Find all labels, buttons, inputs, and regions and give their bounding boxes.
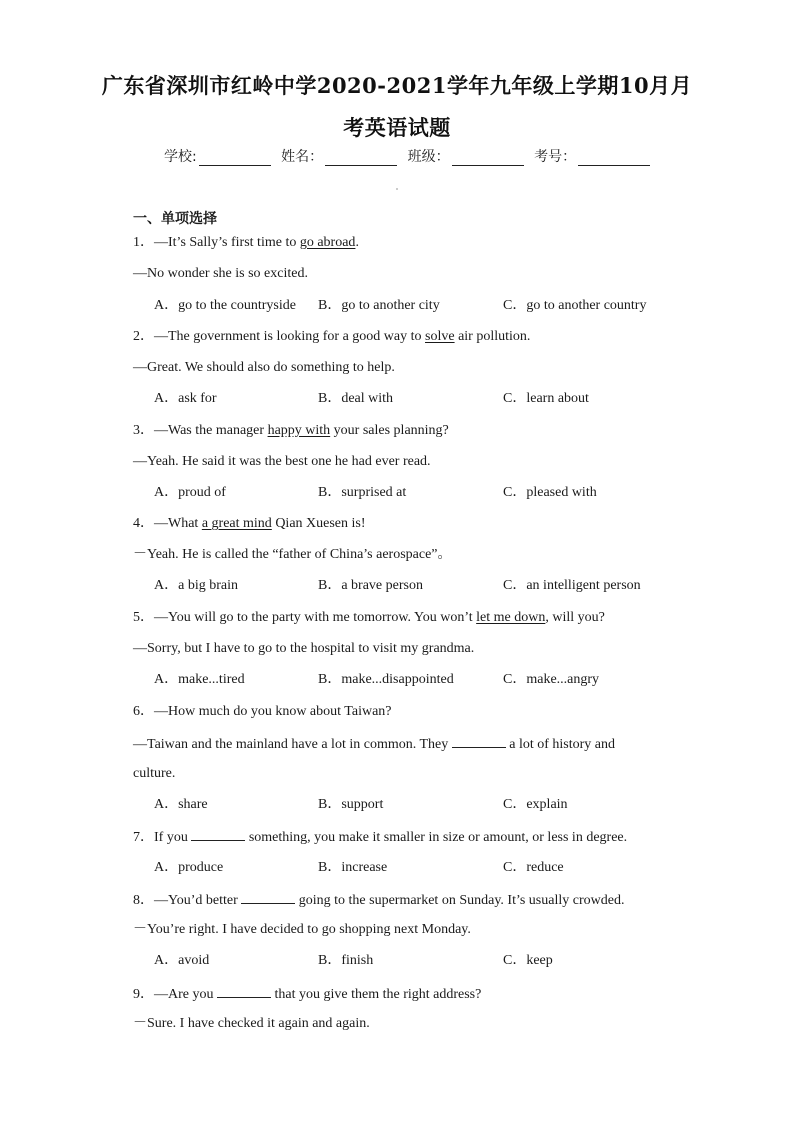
question-text: , will you? — [545, 610, 605, 625]
number-label: 考号： — [534, 149, 577, 165]
question-1-line1 — [133, 235, 359, 251]
option-b[interactable]: B．support — [318, 797, 384, 812]
question-number: 5． — [133, 610, 154, 625]
question-text: —Are you — [154, 987, 217, 1002]
underlined-phrase: solve — [425, 329, 455, 344]
question-text: —What — [154, 516, 202, 531]
underlined-phrase: a great mind — [201, 516, 272, 531]
question-text: . — [355, 235, 359, 250]
question-number: 4． — [133, 516, 154, 531]
question-text: —The government is looking for a good way to — [154, 329, 426, 344]
question-number: 1． — [133, 235, 154, 250]
section-title: 一、单项选择 — [133, 211, 217, 227]
student-info-row — [164, 146, 656, 166]
question-text: Qian Xuesen is! — [271, 516, 366, 531]
answer-blank[interactable] — [241, 891, 295, 904]
question-number: 2． — [133, 329, 154, 344]
name-label: 姓名： — [281, 149, 324, 165]
question-5-line2: —Sorry, but I have to go to the hospital to visit my grandma. — [133, 641, 475, 656]
page-title-line1: 广东省深圳市红岭中学2020-2021学年九年级上学期10月月 — [101, 73, 693, 98]
question-2-line1 — [133, 329, 530, 345]
question-text: your sales planning? — [330, 423, 449, 438]
question-7-line1 — [133, 828, 627, 846]
option-b[interactable]: B．deal with — [318, 391, 394, 406]
option-a[interactable]: A．make...tired — [154, 672, 245, 687]
name-blank[interactable] — [325, 151, 397, 166]
question-text: —You’d better — [154, 893, 242, 908]
question-2-line2: —Great. We should also do something to help. — [133, 360, 395, 375]
option-c[interactable]: C．reduce — [503, 860, 564, 875]
class-blank[interactable] — [452, 151, 524, 166]
question-6-line2 — [133, 735, 615, 753]
option-c[interactable]: C．pleased with — [503, 485, 597, 500]
question-6-line3: culture. — [133, 766, 176, 781]
option-c[interactable]: C．go to another country — [503, 298, 647, 313]
option-a[interactable]: A．ask for — [154, 391, 217, 406]
option-c[interactable]: C．learn about — [503, 391, 589, 406]
answer-blank[interactable] — [191, 828, 245, 841]
question-number: 6． — [133, 704, 154, 719]
question-text: —You will go to the party with me tomorrow. You won’t — [154, 610, 477, 625]
underlined-phrase: let me down — [476, 610, 546, 625]
question-text: —How much do you know about Taiwan? — [154, 704, 392, 719]
school-blank[interactable] — [199, 151, 271, 166]
question-text: a lot of history and — [505, 737, 615, 752]
question-text: If you — [154, 830, 192, 845]
option-c[interactable]: C．explain — [503, 797, 568, 812]
option-a[interactable]: A．a big brain — [154, 578, 238, 593]
underlined-phrase: go abroad — [299, 235, 356, 250]
option-c[interactable]: C．an intelligent person — [503, 578, 641, 593]
class-label: 班级： — [407, 149, 450, 165]
question-text: going to the supermarket on Sunday. It’s usually crowded. — [295, 893, 625, 908]
underlined-phrase: happy with — [267, 423, 331, 438]
school-label: 学校: — [164, 149, 197, 165]
question-number: 7． — [133, 830, 154, 845]
question-4-line2: －Yeah. He is called the “father of China’s aerospace”。 — [133, 547, 452, 562]
question-6-line1 — [133, 704, 392, 720]
question-text: air pollution. — [454, 329, 531, 344]
question-1-line2: —No wonder she is so excited. — [133, 266, 308, 281]
question-9-line2: －Sure. I have checked it again and again. — [133, 1016, 370, 1031]
question-text: —Taiwan and the mainland have a lot in common. They — [133, 737, 452, 752]
answer-blank[interactable] — [217, 985, 271, 998]
option-b[interactable]: B．go to another city — [318, 298, 440, 313]
question-9-line1 — [133, 985, 481, 1003]
option-a[interactable]: A．go to the countryside — [154, 298, 296, 313]
question-number: 3． — [133, 423, 154, 438]
option-a[interactable]: A．share — [154, 797, 208, 812]
question-text: that you give them the right address? — [271, 987, 482, 1002]
option-a[interactable]: A．produce — [154, 860, 224, 875]
number-blank[interactable] — [578, 151, 650, 166]
option-a[interactable]: A．avoid — [154, 953, 210, 968]
question-8-line2: －You’re right. I have decided to go shopping next Monday. — [133, 922, 471, 937]
question-text: something, you make it smaller in size or amount, or less in degree. — [245, 830, 628, 845]
question-3-line2: —Yeah. He said it was the best one he had ever read. — [133, 454, 431, 469]
option-b[interactable]: B．make...disappointed — [318, 672, 454, 687]
question-4-line1 — [133, 516, 366, 532]
question-5-line1 — [133, 610, 605, 626]
option-c[interactable]: C．keep — [503, 953, 553, 968]
option-a[interactable]: A．proud of — [154, 485, 226, 500]
option-b[interactable]: B．a brave person — [318, 578, 423, 593]
option-b[interactable]: B．finish — [318, 953, 374, 968]
option-b[interactable]: B．increase — [318, 860, 388, 875]
question-text: —It’s Sally’s first time to — [154, 235, 300, 250]
question-3-line1 — [133, 423, 449, 439]
question-number: 8． — [133, 893, 154, 908]
option-b[interactable]: B．surprised at — [318, 485, 407, 500]
option-c[interactable]: C．make...angry — [503, 672, 600, 687]
question-text: —Was the manager — [154, 423, 268, 438]
question-8-line1 — [133, 891, 624, 909]
page-title-line2: 考英语试题 — [343, 115, 451, 140]
decorative-dot — [396, 188, 398, 190]
question-number: 9． — [133, 987, 154, 1002]
answer-blank[interactable] — [452, 735, 506, 748]
